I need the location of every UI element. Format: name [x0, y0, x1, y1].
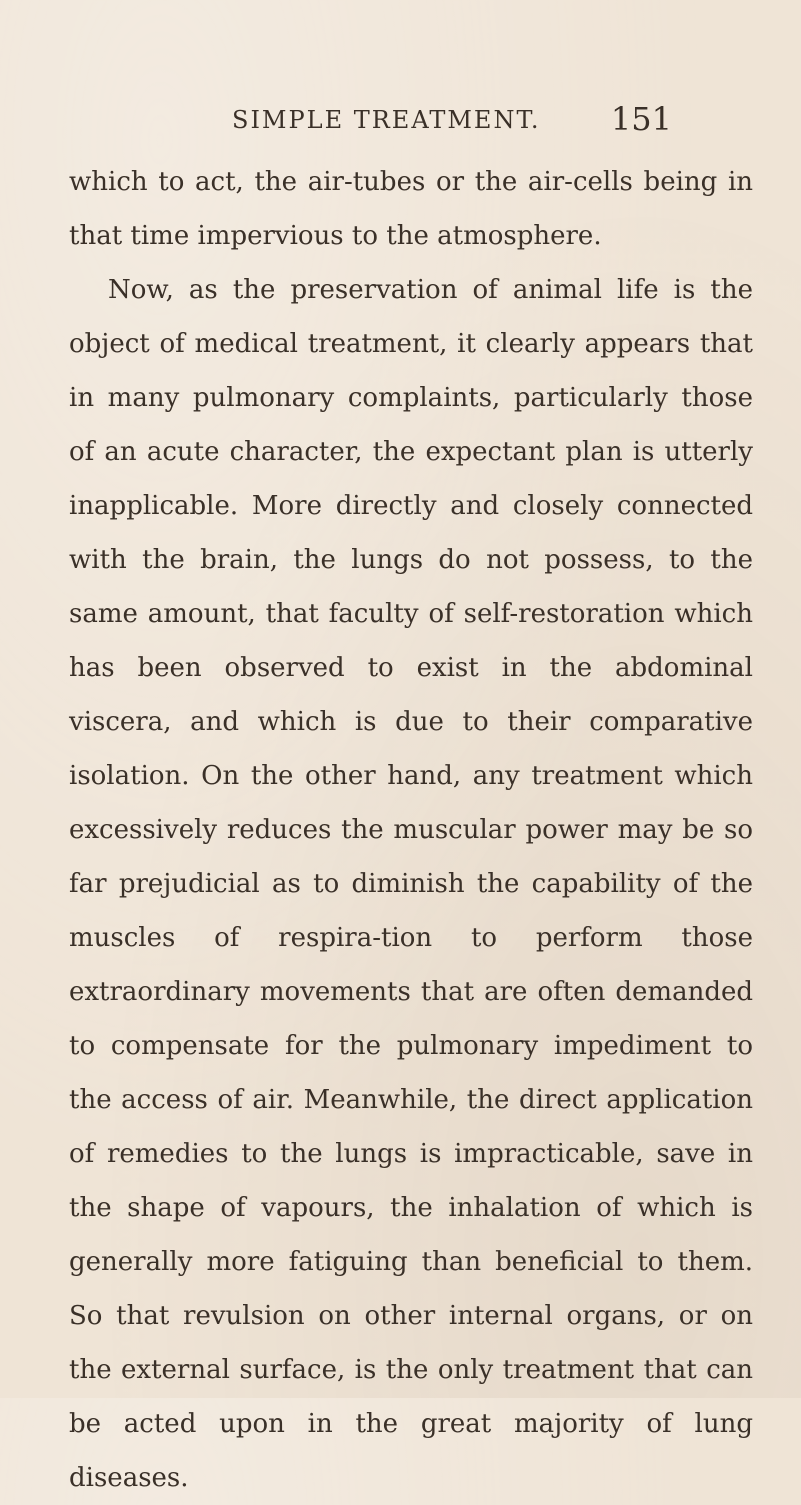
running-title: SIMPLE TREATMENT.	[232, 106, 541, 134]
page-number: 151	[610, 100, 672, 138]
running-head	[232, 100, 672, 140]
paragraph: Now, as the preservation of animal life is the object of medical treatment, it clearly appears that in many pulmonary complaints, particularly those of an acute character, the expectant plan is utterly inapplicable. More directly and closely connected with the brain, the lungs do not possess, to the same amount, that faculty of self-restoration which has been observed to exist in the abdominal viscera, and which is due to their comparative isolation. On the other hand, any treatment which excessively reduces the muscular power may be so far prejudicial as to diminish the capability of the muscles of respira-tion to perform those extraordinary movements that are often demanded to compensate for the pulmonary impediment to the access of air. Meanwhile, the direct application of remedies to the lungs is impracticable, save in the shape of vapours, the inhalation of which is generally more fatiguing than beneficial to them. So that revulsion on other internal organs, or on the external surface, is the only treatment that can be acted upon in the great majority of lung diseases.	[69, 275, 753, 1493]
paragraph-continued: which to act, the air-tubes or the air-cells being in that time impervious to the atmosphere.	[69, 167, 753, 251]
body-text	[69, 155, 753, 1505]
